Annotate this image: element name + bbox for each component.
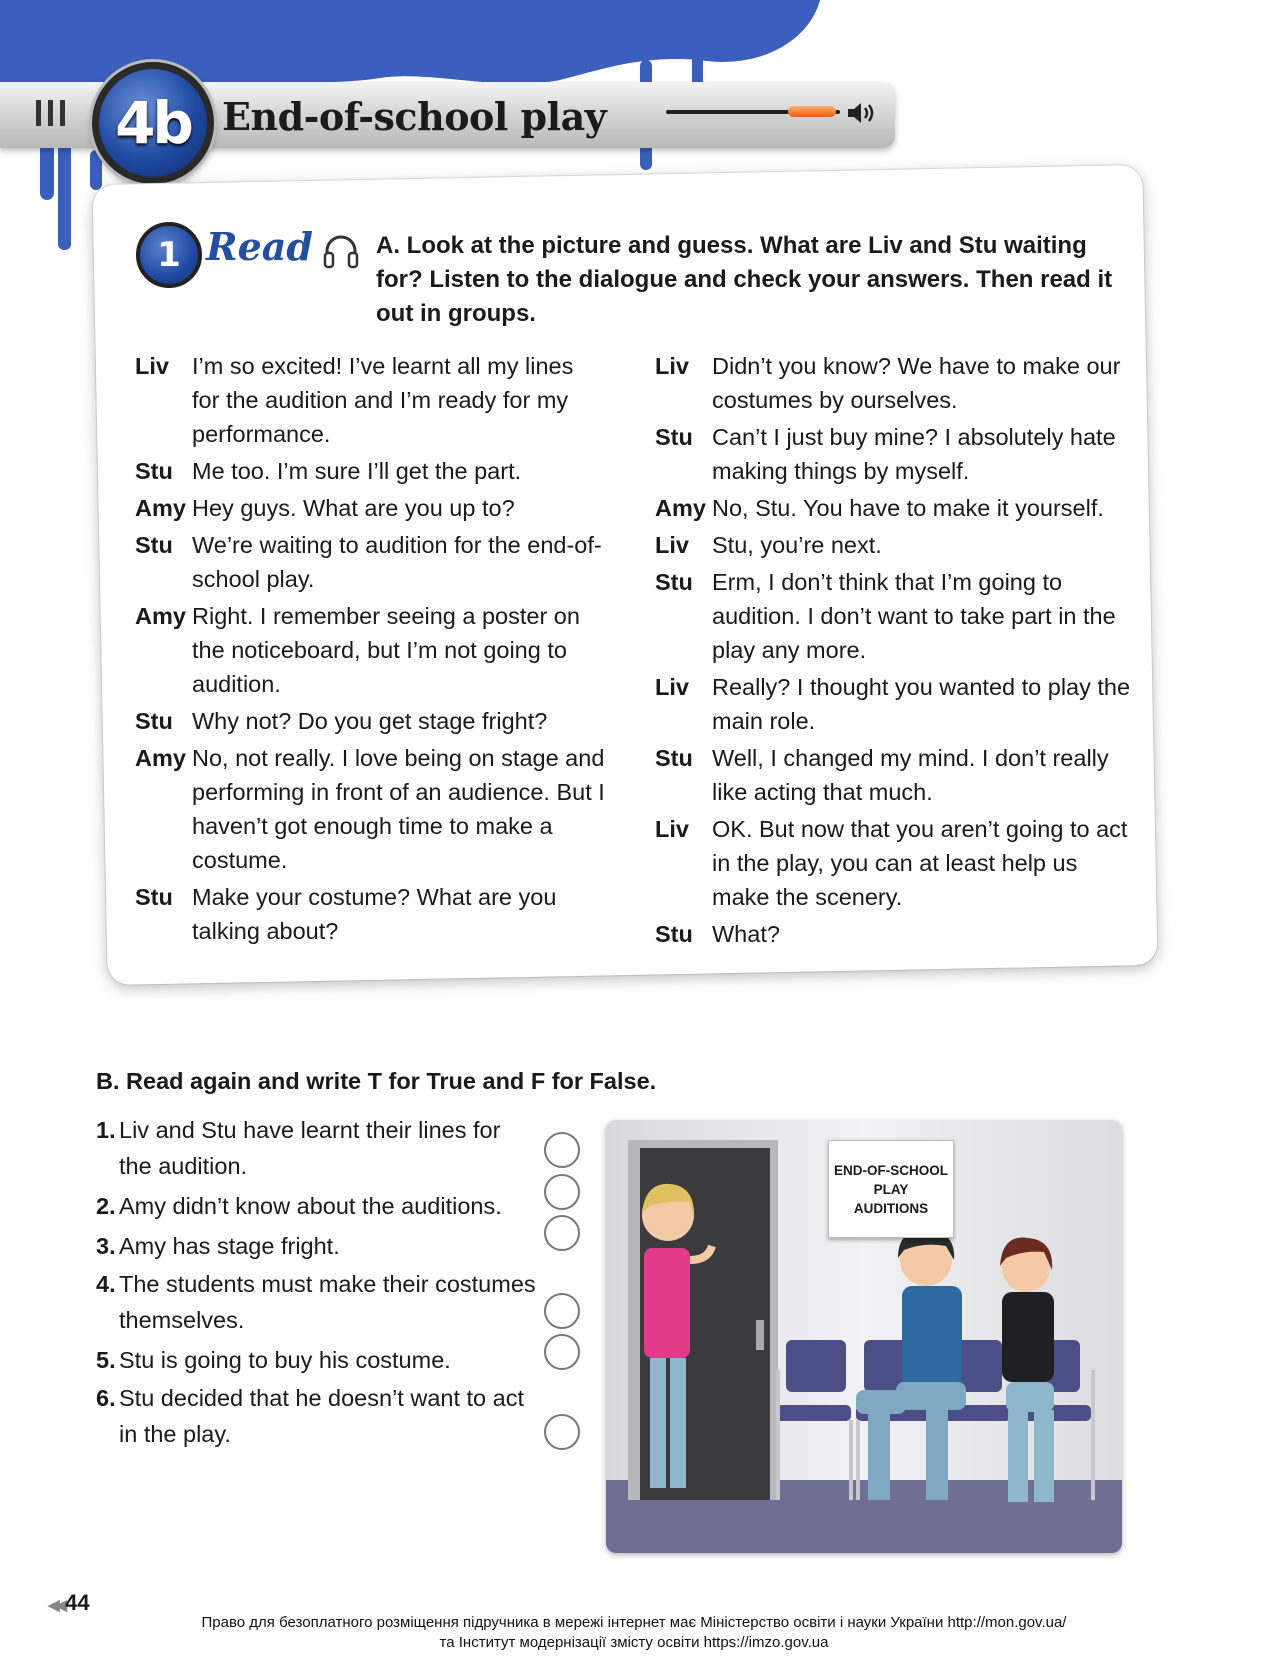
dialogue-line (655, 528, 1135, 562)
answer-circle-5[interactable] (544, 1334, 580, 1370)
dialogue-line (655, 491, 1135, 525)
dialogue-left-column (135, 349, 605, 951)
dialogue-right-column (655, 349, 1135, 954)
line-text: Stu, you’re next. (712, 532, 882, 558)
poster-line-2: PLAY (873, 1181, 909, 1197)
speaker-name: Stu (655, 424, 693, 450)
speaker-name: Stu (655, 569, 693, 595)
poster-line-3: AUDITIONS (853, 1200, 929, 1216)
speaker-name: Amy (655, 495, 706, 521)
true-false-item (96, 1188, 536, 1224)
exercise-number-badge (136, 222, 202, 288)
dialogue-line (135, 454, 605, 488)
lesson-badge (92, 62, 214, 184)
task-a-instructions: A. Look at the picture and guess. What are Liv and Stu waiting for? Listen to the dialogue and check your answers. Then read it out in groups. (376, 232, 1113, 327)
true-false-item (96, 1342, 536, 1378)
answer-circle-6[interactable] (544, 1414, 580, 1450)
dialogue-line (135, 528, 605, 596)
line-text: Didn’t you know? We have to make our costumes by ourselves. (712, 353, 1121, 413)
rewind-icon: ◀◀ (48, 1597, 64, 1614)
speaker-name: Stu (655, 921, 693, 947)
dialogue-line (135, 880, 605, 948)
line-text: Make your costume? What are you talking about? (192, 884, 557, 944)
speaker-name: Stu (135, 532, 173, 558)
true-false-item (96, 1228, 536, 1264)
answer-circle-1[interactable] (544, 1132, 580, 1168)
item-number: 1. (96, 1117, 116, 1143)
dialogue-line (655, 670, 1135, 738)
speaker-name: Liv (655, 816, 689, 842)
speaker-name: Liv (655, 353, 689, 379)
exercise-type-label: Read (206, 224, 313, 269)
dialogue-line (655, 349, 1135, 417)
speaker-name: Stu (135, 884, 173, 910)
speaker-name: Stu (135, 458, 173, 484)
item-text: Liv and Stu have learnt their lines for the audition. (119, 1117, 501, 1179)
line-text: No, not really. I love being on stage and performing in front of an audience. But I haven’t got enough time to make a costume. (192, 745, 605, 873)
speaker-name: Liv (655, 674, 689, 700)
dialogue-line (655, 812, 1135, 914)
line-text: Right. I remember seeing a poster on the noticeboard, but I’m not going to audition. (192, 603, 580, 697)
speaker-name: Amy (135, 745, 186, 771)
answer-circle-4[interactable] (544, 1293, 580, 1329)
line-text: Can’t I just buy mine? I absolutely hate making things by myself. (712, 424, 1116, 484)
true-false-item (96, 1112, 536, 1184)
line-text: I’m so excited! I’ve learnt all my lines for the audition and I’m ready for my performance. (192, 353, 574, 447)
item-number: 3. (96, 1233, 116, 1259)
exercise-number: 1 (157, 235, 181, 275)
item-number: 4. (96, 1271, 116, 1297)
dialogue-line (135, 741, 605, 877)
lesson-number: 4b (115, 89, 191, 157)
item-text: The students must make their costumes themselves. (119, 1271, 536, 1333)
copyright-notice (0, 1613, 1268, 1653)
line-text: What? (712, 921, 780, 947)
true-false-item (96, 1380, 536, 1452)
task-b-instructions: B. Read again and write T for True and F for False. (96, 1068, 657, 1094)
dialogue-line (135, 599, 605, 701)
line-text: Erm, I don’t think that I’m going to audition. I don’t want to take part in the play any more. (712, 569, 1116, 663)
line-text: Well, I changed my mind. I don’t really like acting that much. (712, 745, 1109, 805)
dialogue-line (135, 349, 605, 451)
line-text: We’re waiting to audition for the end-of-school play. (192, 532, 602, 592)
speaker-name: Stu (655, 745, 693, 771)
dialogue-line (655, 917, 1135, 951)
line-text: No, Stu. You have to make it yourself. (712, 495, 1104, 521)
line-text: OK. But now that you aren’t going to act in the play, you can at least help us make the scenery. (712, 816, 1128, 910)
line-text: Me too. I’m sure I’ll get the part. (192, 458, 522, 484)
speaker-name: Liv (135, 353, 169, 379)
page-number-value: 44 (65, 1590, 90, 1615)
speaker-name: Stu (135, 708, 173, 734)
dialogue-line (655, 741, 1135, 809)
notice-line-2: та Інститут модернізації змісту освіти https://imzo.gov.ua (439, 1634, 829, 1651)
audition-poster (828, 1140, 954, 1238)
true-false-list (96, 1112, 536, 1452)
poster-line-1: END-OF-SCHOOL (834, 1162, 948, 1178)
bars-icon (36, 100, 78, 130)
dialogue-line (135, 491, 605, 525)
true-false-item (96, 1266, 536, 1338)
speaker-name: Liv (655, 532, 689, 558)
answer-circle-3[interactable] (544, 1215, 580, 1251)
dialogue-line (135, 704, 605, 738)
volume-slider-handle[interactable] (788, 106, 836, 117)
headphones-icon[interactable] (322, 232, 360, 270)
dialogue-line (655, 420, 1135, 488)
speaker-name: Amy (135, 603, 186, 629)
line-text: Why not? Do you get stage fright? (192, 708, 548, 734)
item-text: Amy has stage fright. (119, 1233, 340, 1259)
answer-circle-2[interactable] (544, 1174, 580, 1210)
item-text: Stu decided that he doesn’t want to act in the play. (119, 1385, 524, 1447)
item-text: Amy didn’t know about the auditions. (119, 1193, 502, 1219)
item-number: 2. (96, 1193, 116, 1219)
item-number: 6. (96, 1385, 116, 1411)
dialogue-line (655, 565, 1135, 667)
item-number: 5. (96, 1347, 116, 1373)
item-text: Stu is going to buy his costume. (119, 1347, 451, 1373)
lesson-title: End-of-school play (222, 94, 607, 139)
speaker-icon[interactable] (846, 102, 876, 124)
notice-line-1: Право для безоплатного розміщення підручника в мережі інтернет має Міністерство освіти і науки України http://mon.gov.ua/ (201, 1614, 1067, 1631)
speaker-name: Amy (135, 495, 186, 521)
line-text: Hey guys. What are you up to? (192, 495, 515, 521)
line-text: Really? I thought you wanted to play the main role. (712, 674, 1131, 734)
